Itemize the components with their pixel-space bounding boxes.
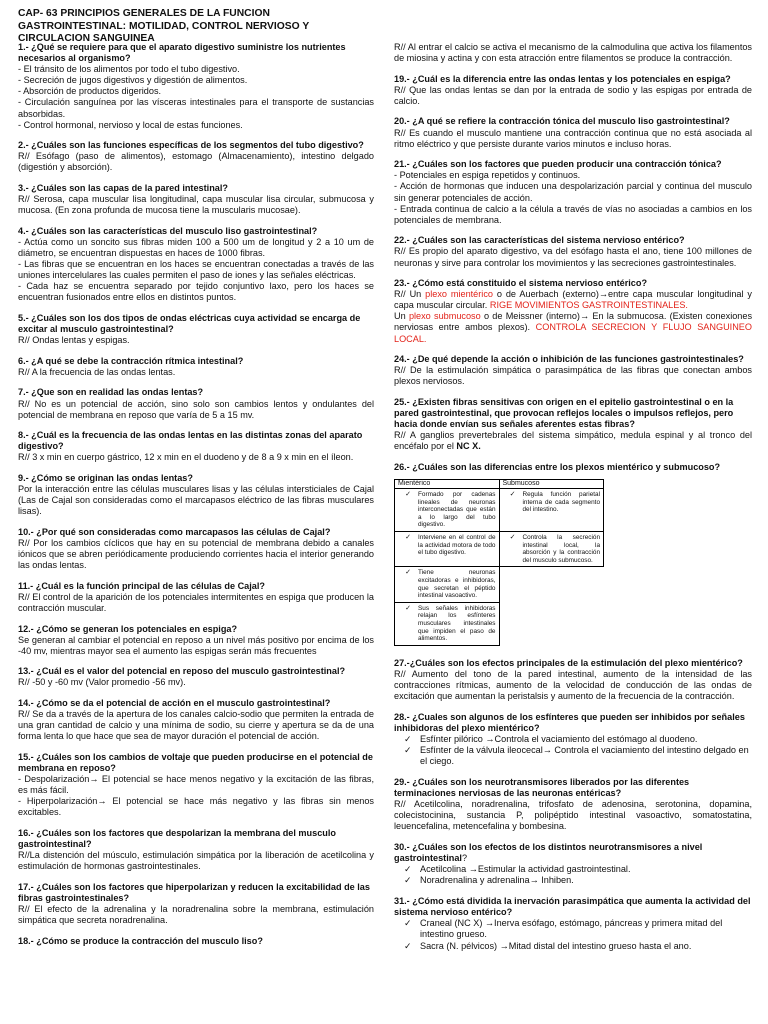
answer-line: R//La distención del músculo, estimulación simpática por la liberación de acetilcolina y estimulación de hormonas gastrointestinales. (18, 850, 374, 872)
question-29: 29.- ¿Cuáles son los neurotransmisores liberados por las diferentes terminaciones nerviosas de las neuronas entéricas? (394, 776, 690, 798)
answer-line: R// Ondas lentas y espigas. (18, 335, 130, 346)
answer-23-highlight: RIGE MOVIMIENTOS GASTROINTESTINALES. (489, 300, 688, 311)
answer-31-item: ✓ Sacra (N. pélvicos) →Mitad distal del intestino grueso hasta el ano. (394, 941, 752, 952)
answer-22: R// Es propio del aparato digestivo, va del esófago hasta el ano, tiene 100 millones de neuronas y sirve para controlar los movimientos y las secreciones gastrointestinales. (394, 246, 752, 268)
question-30 (394, 842, 752, 864)
answer-line: R// -50 y -60 mv (Valor promedio -56 mv). (18, 677, 186, 688)
answer-line: R// El control de la aparición de los potenciales intermitentes en espiga que producen la contracción muscular. (18, 591, 374, 613)
answer-line: R// A la frecuencia de las ondas lentas. (18, 366, 176, 377)
answer-21-line: - Entrada continua de calcio a la célula a través de vías no asociadas a cambios en los potenciales de membrana. (394, 203, 752, 225)
question: 7.- ¿Que son en realidad las ondas lentas? (18, 387, 204, 398)
qa-block (18, 42, 374, 131)
table-cell-text: Interviene en el control de la actividad motora de todo el tubo digestivo. (418, 533, 496, 557)
qa-block (18, 356, 374, 378)
table-cell (395, 489, 500, 532)
question: 15.- ¿Cuáles son los cambios de voltaje que pueden producirse en el potencial de membrana en reposo? (18, 751, 373, 773)
answer-line: - Circulación sanguínea por las vísceras intestinales para el transporte de sustancias absorbidas. (18, 97, 374, 119)
qa-block (18, 183, 374, 216)
answer-25 (394, 430, 752, 452)
question: 18.- ¿Cómo se produce la contracción del musculo liso? (18, 935, 263, 946)
question: 2.- ¿Cuáles son las funciones específicas de los segmentos del tubo digestivo? (18, 140, 364, 151)
question: 4.- ¿Cuáles son las características del musculo liso gastrointestinal? (18, 225, 318, 236)
question: 8.- ¿Cuál es la frecuencia de las ondas lentas en las distintas zonas del aparato digestivo? (18, 430, 363, 452)
question-30-text: 30.- ¿Cuáles son los efectos de los distintos neurotransmisores a nivel gastrointestinal (394, 841, 703, 863)
table-cell (395, 567, 500, 602)
question-26: 26.- ¿Cuáles son las diferencias entre los plexos mientérico y submucoso? (394, 461, 721, 472)
qa-block (18, 936, 374, 947)
answer-line: R// Se da a través de la apertura de los canales calcio-sodio que permiten la entrada de una gran cantidad de calcio y una mínima de sodio, su cierre y apertura se da de una forma lenta lo que hace que sea de mayor duración el potencial de acción. (18, 709, 374, 742)
question: 14.- ¿Cómo se da el potencial de acción en el musculo gastrointestinal? (18, 698, 331, 708)
answer-31-item: ✓ Craneal (NC X) →Inerva esófago, estómago, páncreas y primera mitad del intestino grueso. (394, 918, 752, 940)
question: 3.- ¿Cuáles son las capas de la pared intestinal? (18, 183, 228, 194)
answer-line: R// 3 x min en cuerpo gástrico, 12 x min en el duodeno y de 8 a 9 x min en el íleon. (18, 452, 354, 463)
qa-block (18, 313, 374, 346)
question: 9.- ¿Cómo se originan las ondas lentas? (18, 473, 193, 483)
answer-21-line: - Potenciales en espiga repetidos y continuos. (394, 170, 581, 181)
answer-23-text: R// Un (394, 289, 426, 300)
answer-line: - Cada haz se encuentra separado por tejido conjuntivo laxo, pero los haces se encuentran fusionados entre ellos en distintos puntos. (18, 281, 374, 303)
answer-29: R// Acetilcolina, noradrenalina, trifosfato de adenosina, serotonina, dopamina, colecistocinina, sustancia P, polipéptido intestinal vasoactivo, somatostatina, leuencefalina, metencefalina y bombesina. (394, 799, 752, 832)
qa-block (18, 473, 374, 517)
answer-23-text: o de Auerbach (externo)→entre capa muscular longitudinal y capa muscular circular. (394, 289, 752, 311)
answer-23-highlight: CONTROLA SECRECION Y FLUJO SANGUINEO LOCAL. (394, 322, 752, 344)
answer-line: Por la interacción entre las células musculares lisas y las células intersticiales de Cajal (Las de Cajal son consideradas como el marcapasos eléctrico de las fibras musculares lisas). (18, 484, 374, 517)
question: 16.- ¿Cuáles son los factores que despolarizan la membrana del musculo gastrointestinal? (18, 827, 336, 850)
answer-line: - Actúa como un soncito sus fibras miden 100 a 500 um de longitud y 2 a 10 um de diámetro, se encuentran dispuestas en haces de 1000 fibras. (18, 236, 374, 258)
question-22: 22.- ¿Cuáles son las características del sistema nervioso entérico? (394, 235, 685, 246)
answer-line: R// Serosa, capa muscular lisa longitudinal, capa muscular lisa circular, submucosa y mucosa. (En zona profunda de mucosa tiene la muscularis mucosae). (18, 194, 374, 216)
answer-line: - Secreción de jugos digestivos y digestión de alimentos. (18, 75, 248, 86)
answer-20: R// Es cuando el musculo mantiene una contracción continua que no está asociada al ritmo eléctrico y que persiste durante varios minutos e incluso horas. (394, 127, 752, 149)
qa-block (18, 624, 374, 657)
table-row (395, 531, 604, 566)
table-cell-text: Controla la secreción intestinal local, la absorción y la contracción del musculo submucoso. (522, 533, 600, 564)
answer-19: R// Que las ondas lentas se dan por la entrada de sodio y las espigas por entrada de calcio. (394, 84, 752, 106)
table-cell-text: Formado por cadenas lineales de neuronas interconectadas que están a lo largo del tubo digestivo. (418, 491, 496, 529)
table-cell (499, 489, 604, 532)
table-cell (499, 531, 604, 566)
table-cell-text: Regula función parietal interna de cada segmento del intestino. (522, 491, 600, 514)
answer-line: Se generan al cambiar el potencial en reposo a un nivel más positivo por encima de los -40 mv, mientras mayor sea el aumento las espigas serán más frecuentes (18, 634, 374, 656)
answer-line: - El tránsito de los alimentos por todo el tubo digestivo. (18, 64, 240, 75)
table-cell (499, 602, 604, 645)
qa-block (18, 828, 374, 872)
table-header-submucoso: Submucoso (499, 480, 604, 489)
question-25: 25.- ¿Existen fibras sensitivas con origen en el epitelio gastrointestinal o en la pared gastrointestinal, que provocan reflejos locales o impulsos reflejos, pero hacia donde envían sus señales aferentes estas fibras? (394, 396, 734, 430)
qa-block (18, 527, 374, 571)
qa-block (18, 226, 374, 304)
plexus-comparison-table (394, 479, 604, 646)
answer-line: - Control hormonal, nervioso y local de estas funciones. (18, 119, 243, 130)
answer-24: R// De la estimulación simpática o parasimpática de las fibras que conectan ambos plexos nerviosos. (394, 365, 752, 387)
answer-23-text: o de Meissner (interno)→ En la submucosa. (Existen conexiones nerviosas entre ambos plexos). (394, 311, 753, 333)
answer-28-item: ✓ Esfínter pilórico →Controla el vaciamiento del estómago al duodeno. (394, 734, 752, 745)
question-28: 28.- ¿Cuales son algunos de los esfínteres que pueden ser inhibidos por señales inhibidoras del plexo mientérico? (394, 711, 745, 733)
table-cell (395, 602, 500, 645)
qa-block (18, 752, 374, 819)
question: 13.- ¿Cuál es el valor del potencial en reposo del musculo gastrointestinal? (18, 666, 346, 677)
qa-block (18, 698, 374, 742)
qa-block (18, 430, 374, 463)
question: 6.- ¿A qué se debe la contracción rítmica intestinal? (18, 355, 244, 366)
table-row (395, 602, 604, 645)
answer-23 (394, 289, 752, 344)
answer-line: R// Esófago (paso de alimentos), estomago (Almacenamiento), intestino delgado (digestión y absorción). (18, 151, 374, 173)
answer-25-text: R// A ganglios prevertebrales del sistema simpático, medula espinal y al tronco del encéfalo por el (394, 430, 752, 452)
answer-23-highlight: plexo mientérico (425, 289, 493, 300)
check-icon: ✓ (509, 533, 516, 541)
answer-line: - Despolarización→ El potencial se hace menos negativo y la excitación de las fibras, es más fácil. (18, 774, 374, 796)
table-cell-text: Sus señales inhibidoras relajan los esfínteres musculares intestinales que impiden el paso de alimentos. (418, 604, 496, 643)
table-cell-text: Tiene neuronas excitadoras e inhibidoras, que secretan el péptido intestinal vasoactivo. (418, 569, 496, 600)
answer-18: R// Al entrar el calcio se activa el mecanismo de la calmodulina que activa los filamentos de miosina y actina y con esta atracción entre filamentos se produce la contracción. (394, 42, 752, 64)
answer-30-item: ✓ Acetilcolina →Estimular la actividad gastrointestinal. (394, 864, 752, 875)
table-row (395, 567, 604, 602)
question-27: 27.-¿Cuáles son los efectos principales de la estimulación del plexo mientérico? (394, 657, 743, 668)
table-cell (499, 567, 604, 602)
question-24: 24.- ¿De qué depende la acción o inhibición de las funciones gastrointestinales? (394, 354, 744, 365)
qa-block (18, 581, 374, 614)
question: 5.- ¿Cuáles son los dos tipos de ondas eléctricas cuya actividad se encarga de excitar al musculo gastrointestinal? (18, 312, 361, 335)
answer-line: - Absorción de productos digeridos. (18, 86, 162, 97)
qa-block (18, 666, 374, 688)
question-23: 23.- ¿Cómo está constituido el sistema nervioso entérico? (394, 278, 648, 289)
answer-25-bold: NC X. (456, 441, 481, 452)
answer-23-highlight: plexo submucoso (408, 311, 481, 322)
question: 17.- ¿Cuáles son los factores que hiperpolarizan y reducen la excitabilidad de las fibras gastrointestinales? (18, 881, 370, 903)
page-title: CAP- 63 PRINCIPIOS GENERALES DE LA FUNCION GASTROINTESTINAL: MOTILIDAD, CONTROL NERVIOSO Y CIRCULACION SANGUINEA (18, 8, 309, 45)
answer-line: - Las fibras que se encuentran en los haces se encuentran conectadas a través de las uniones intercelulares las cuales permiten el paso de iones y las señales eléctricas. (18, 259, 374, 281)
right-column (394, 42, 752, 961)
question: 10.- ¿Por qué son consideradas como marcapasos las células de Cajal? (18, 526, 331, 537)
question: 12.- ¿Cómo se generan los potenciales en espiga? (18, 623, 238, 634)
left-column (18, 42, 374, 956)
check-icon: ✓ (509, 491, 516, 498)
check-icon: ✓ (405, 491, 411, 498)
qa-block (18, 140, 374, 173)
answer-line: R// No es un potencial de acción, sino solo son cambios lentos y ondulantes del potencial de membrana en reposo que varía de 5 a 15 mv. (18, 398, 374, 420)
answer-21-line: - Acción de hormonas que inducen una despolarización parcial y continua del musculo sin generar potenciales de acción. (394, 181, 752, 203)
table-row (395, 489, 604, 532)
question: 11.- ¿Cuál es la función principal de las células de Cajal? (18, 580, 265, 591)
table-header-mienterico: Mientérico (395, 480, 500, 489)
qa-block (18, 387, 374, 420)
answer-23-text: Un (394, 311, 409, 322)
check-icon: ✓ (405, 533, 411, 541)
answer-28-item: ✓ Esfínter de la válvula ileocecal→ Controla el vaciamiento del intestino delgado en el ciego. (394, 745, 752, 767)
question-31: 31.- ¿Cómo está dividida la inervación parasimpática que aumenta la actividad del sistema nervioso entérico? (394, 895, 751, 918)
question-30-mark: ? (461, 852, 468, 863)
answer-30-item: ✓ Noradrenalina y adrenalina→ Inhiben. (394, 875, 752, 886)
question-19: 19.- ¿Cuál es la diferencia entre las ondas lentas y los potenciales en espiga? (394, 73, 731, 84)
table-cell (395, 531, 500, 566)
check-icon: ✓ (405, 604, 411, 612)
answer-line: R// Por los cambios cíclicos que hay en su potencial de membrana debido a canales iónicos que se abren periódicamente produciendo corrientes hacia el interior generando las ondas lentas. (18, 537, 374, 571)
question: 1.- ¿Qué se requiere para que el aparato digestivo suministre los nutrientes necesarios al organismo? (18, 42, 346, 64)
question-21: 21.- ¿Cuáles son los factores que pueden producir una contracción tónica? (394, 159, 722, 170)
question-20: 20.- ¿A qué se refiere la contracción tónica del musculo liso gastrointestinal? (394, 116, 730, 127)
check-icon: ✓ (405, 569, 411, 577)
answer-line: - Hiperpolarización→ El potencial se hace más negativo y las fibras sin menos excitables. (18, 796, 374, 818)
answer-line: R// El efecto de la adrenalina y la noradrenalina sobre la membrana, estimulación simpática que secreta noradrenalina. (18, 904, 374, 926)
qa-block (18, 882, 374, 926)
answer-27: R// Aumento del tono de la pared intestinal, aumento de la intensidad de las contracciones rítmicas, aumento de la velocidad de conducción de las ondas de excitación que aumentan la peristalsis y aumento de la frecuencia de la contracción. (394, 668, 752, 701)
